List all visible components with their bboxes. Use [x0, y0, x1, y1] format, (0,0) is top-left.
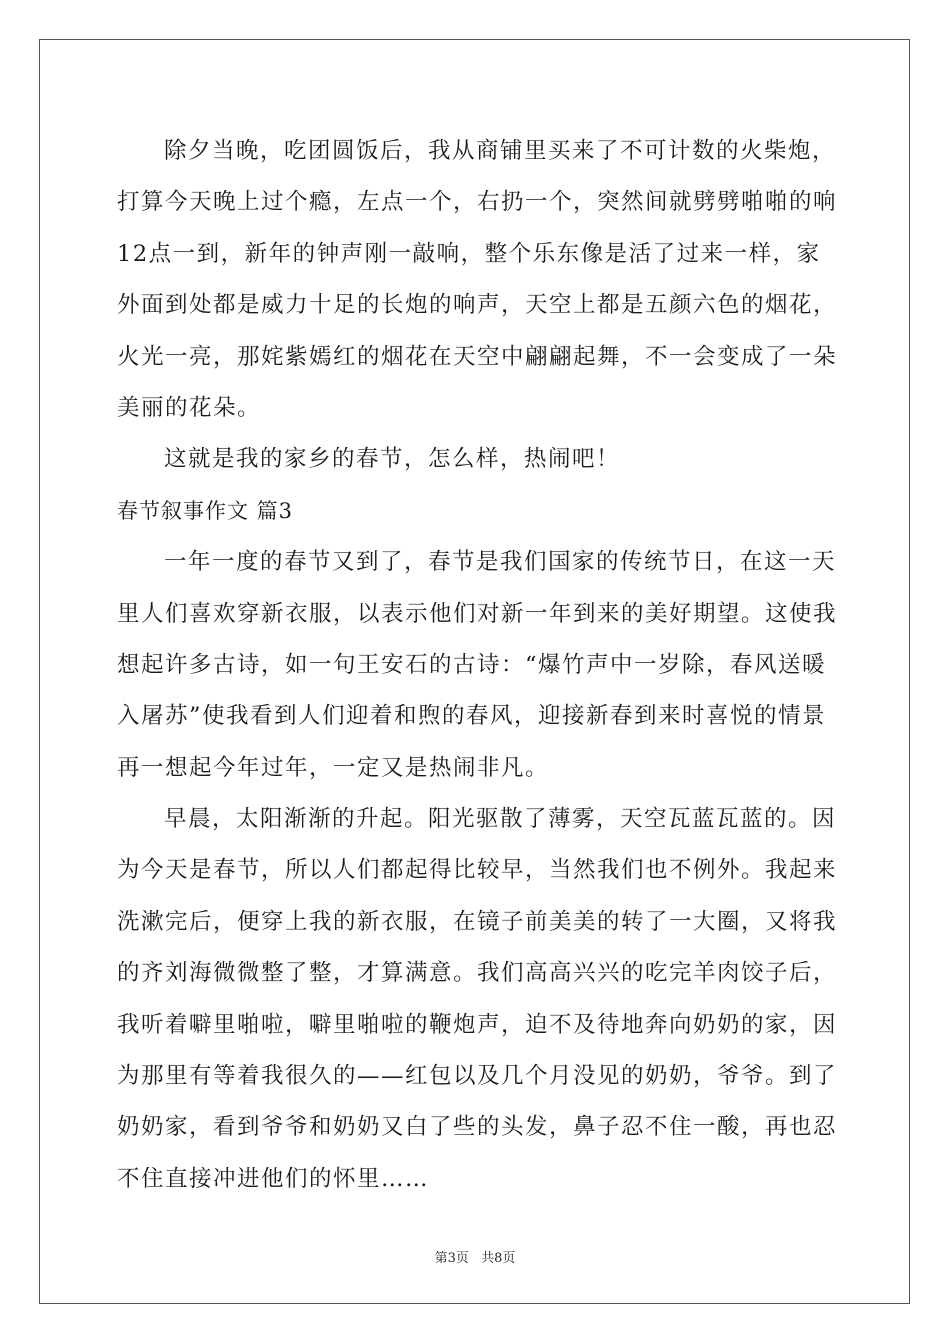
current-page-number: 第3页 [434, 1251, 469, 1266]
section-title: 春节叙事作文 篇3 [117, 498, 294, 523]
paragraph-line: 为今天是春节，所以人们都起得比较早，当然我们也不例外。我起来 [117, 857, 838, 884]
paragraph-line: 洗漱完后，便穿上我的新衣服，在镜子前美美的转了一大圈，又将我 [117, 908, 838, 935]
paragraph-line: 里人们喜欢穿新衣服，以表示他们对新一年到来的美好期望。这使我 [117, 600, 838, 627]
paragraph-line: 打算今天晚上过个瘾，左点一个，右扔一个，突然间就劈劈啪啪的响 [117, 189, 838, 216]
page-footer [0, 1247, 950, 1266]
paragraph-line: 的齐刘海微微整了整，才算满意。我们高高兴兴的吃完羊肉饺子后， [117, 960, 838, 987]
paragraph-line: 不住直接冲进他们的怀里…… [117, 1165, 430, 1192]
paragraph-line: 这就是我的家乡的春节，怎么样，热闹吧！ [164, 446, 621, 473]
paragraph-line: 外面到处都是威力十足的长炮的响声，天空上都是五颜六色的烟花， [117, 292, 838, 319]
paragraph-line: 12点一到，新年的钟声刚一敲响，整个乐东像是活了过来一样，家 [117, 240, 821, 267]
paragraph-line: 再一想起今年过年，一定又是热闹非凡。 [117, 754, 550, 781]
total-page-count: 共8页 [481, 1251, 516, 1266]
paragraph-line: 一年一度的春节又到了，春节是我们国家的传统节日，在这一天 [164, 549, 837, 576]
paragraph-line: 火光一亮，那姹紫嫣红的烟花在天空中翩翩起舞，不一会变成了一朵 [117, 343, 838, 370]
paragraph-line: 我听着噼里啪啦，噼里啪啦的鞭炮声，迫不及待地奔向奶奶的家，因 [117, 1011, 838, 1038]
document-body [117, 126, 837, 1205]
paragraph-line: 除夕当晚，吃团圆饭后，我从商铺里买来了不可计数的火柴炮， [164, 138, 837, 164]
paragraph-line: 入屠苏”使我看到人们迎着和煦的春风，迎接新春到来时喜悦的情景 [117, 703, 827, 730]
paragraph-line: 奶奶家，看到爷爷和奶奶又白了些的头发，鼻子忍不住一酸，再也忍 [117, 1114, 838, 1141]
paragraph-line: 美丽的花朵。 [117, 394, 262, 421]
paragraph-line: 早晨，太阳渐渐的升起。阳光驱散了薄雾，天空瓦蓝瓦蓝的。因 [164, 806, 837, 833]
paragraph-line: 想起许多古诗，如一句王安石的古诗：“爆竹声中一岁除，春风送暖 [117, 651, 827, 678]
paragraph-line: 为那里有等着我很久的——红包以及几个月没见的奶奶，爷爷。到了 [117, 1063, 838, 1090]
